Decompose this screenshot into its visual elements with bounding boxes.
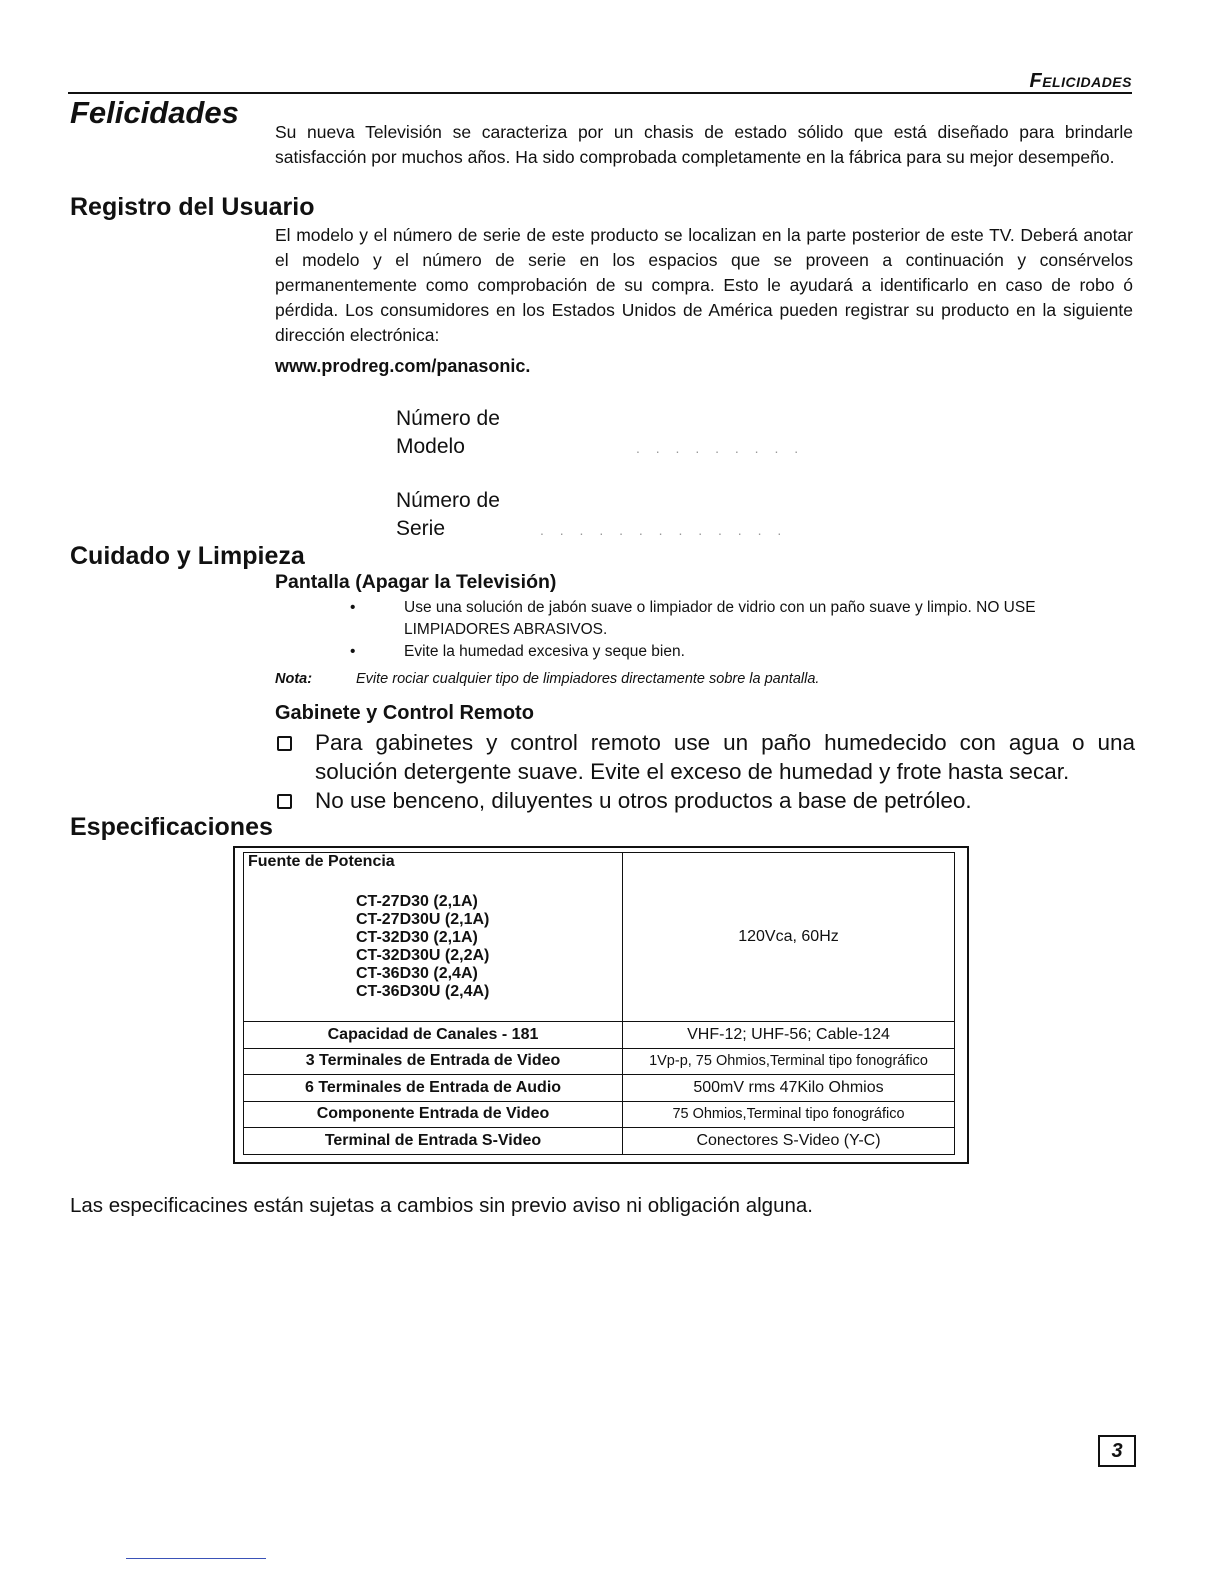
serial-number-blank: . . . . . . . . . . . . . [540, 522, 788, 538]
spec-value: 500mV rms 47Kilo Ohmios [623, 1075, 955, 1102]
model-item: CT-36D30U (2,4A) [356, 983, 490, 1000]
page-number: 3 [1098, 1435, 1136, 1467]
table-row [244, 1048, 955, 1075]
bottom-rule [126, 1558, 266, 1559]
spec-table [243, 852, 955, 1155]
table-row [244, 1022, 955, 1049]
power-cell [244, 853, 623, 1022]
running-header: Felicidades [1029, 70, 1132, 92]
section-title-cuidado: Cuidado y Limpieza [70, 542, 305, 570]
model-list [356, 893, 489, 1001]
gabinete-title: Gabinete y Control Remoto [275, 702, 534, 724]
bullet-item: • Evite la humedad excesiva y seque bien. [350, 641, 1135, 663]
table-row [244, 1075, 955, 1102]
spec-value: 1Vp-p, 75 Ohmios,Terminal tipo fonográfico [623, 1048, 955, 1075]
model-number-label: Número de Modelo [396, 407, 500, 458]
model-item: CT-32D30U (2,2A) [356, 947, 490, 964]
model-number-blank: . . . . . . . . . [636, 440, 805, 456]
list-item [275, 728, 1135, 786]
list-item-text: No use benceno, diluyentes u otros productos a base de petróleo. [315, 788, 972, 813]
note-text: Evite rociar cualquier tipo de limpiadores directamente sobre la pantalla. [356, 671, 820, 687]
spec-label: Capacidad de Canales - 181 [244, 1022, 623, 1049]
spec-label: 3 Terminales de Entrada de Video [244, 1048, 623, 1075]
list-item-text: Para gabinetes y control remoto use un paño humedecido con agua o una solución detergente suave. Evite el exceso de humedad y frote hasta secar. [315, 730, 1135, 784]
footer-note: Las especificacines están sujetas a cambios sin previo aviso ni obligación alguna. [70, 1194, 813, 1217]
checkbox-square-icon [277, 794, 292, 809]
registration-url[interactable]: www.prodreg.com/panasonic. [275, 356, 531, 376]
spec-table-frame [233, 846, 969, 1164]
table-row [244, 1128, 955, 1155]
spec-value: VHF-12; UHF-56; Cable-124 [623, 1022, 955, 1049]
spec-value: Conectores S-Video (Y-C) [623, 1128, 955, 1155]
section-title-specs: Especificaciones [70, 813, 273, 841]
pantalla-title: Pantalla (Apagar la Televisión) [275, 571, 557, 593]
spec-value: 75 Ohmios,Terminal tipo fonográfico [623, 1101, 955, 1128]
gabinete-list [275, 728, 1135, 815]
table-row [244, 853, 955, 1022]
model-item: CT-27D30U (2,1A) [356, 911, 490, 928]
section-title-registro: Registro del Usuario [70, 193, 315, 221]
header-rule [68, 92, 1132, 94]
list-item [275, 786, 1135, 815]
pantalla-bullets [350, 597, 1135, 663]
spec-label: 6 Terminales de Entrada de Audio [244, 1075, 623, 1102]
page-title: Felicidades [70, 95, 239, 130]
bullet-item: • Use una solución de jabón suave o limpiador de vidrio con un paño suave y limpio. NO USE LIMPIADORES ABRASIVOS. [350, 597, 1135, 641]
power-label: Fuente de Potencia [248, 853, 395, 870]
serial-number-label: Número de Serie [396, 489, 500, 540]
model-item: CT-27D30 (2,1A) [356, 893, 478, 910]
checkbox-square-icon [277, 736, 292, 751]
intro-paragraph: Su nueva Televisión se caracteriza por un chasis de estado sólido que está diseñado para brindarle satisfacción por muchos años. Ha sido comprobada completamente en la fábrica para su mejor desempeño. [275, 122, 1133, 167]
spec-label: Componente Entrada de Video [244, 1101, 623, 1128]
registro-paragraph: El modelo y el número de serie de este producto se localizan en la parte posterior de este TV. Deberá anotar el modelo y el número de serie en los espacios que se proveen a continuación y consérvelos permanentemente como comprobación de su compra. Esto le ayudará a identificarlo en caso de robo ó pérdida. Los consumidores en los Estados Unidos de América pueden registrar su producto en la siguiente dirección electrónica: [275, 225, 1133, 345]
table-row [244, 1101, 955, 1128]
model-item: CT-36D30 (2,4A) [356, 965, 478, 982]
model-item: CT-32D30 (2,1A) [356, 929, 478, 946]
power-value: 120Vca, 60Hz [623, 853, 955, 1022]
note-label: Nota: [275, 671, 313, 687]
spec-label: Terminal de Entrada S-Video [244, 1128, 623, 1155]
